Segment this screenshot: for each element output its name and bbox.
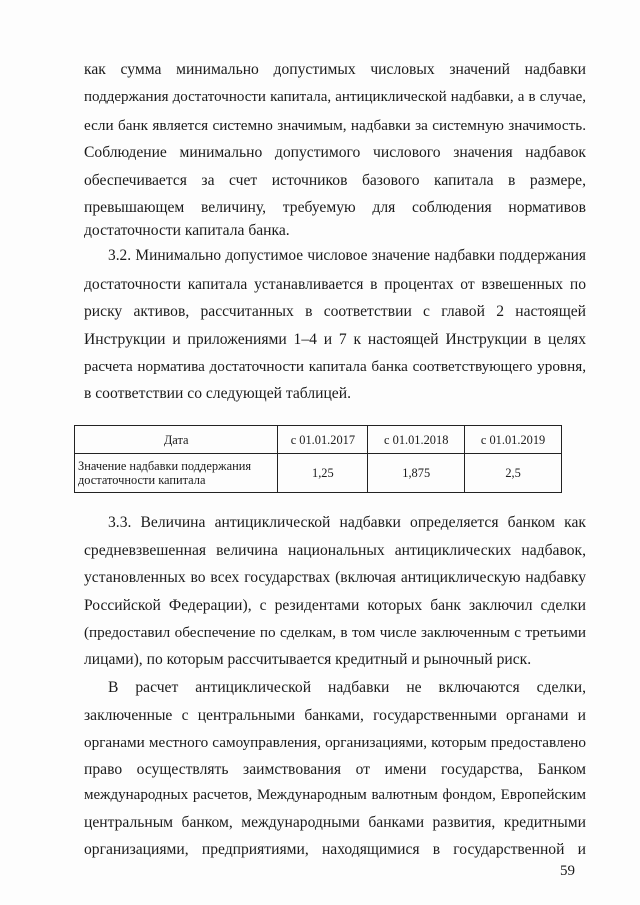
buffer-values-table xyxy=(74,425,562,493)
text-line: Инструкции и приложениями 1–4 и 7 к настоящей Инструкции в целях xyxy=(84,331,586,348)
text-line: организациями, предприятиями, находящимися в государственной и xyxy=(84,841,586,858)
table-row-label: Значение надбавки поддержания достаточности капитала xyxy=(75,454,278,493)
table-header-cell: с 01.01.2017 xyxy=(278,426,368,454)
text-line: как сумма минимально допустимых числовых значений надбавки xyxy=(84,61,586,78)
text-line: лицами), по которым рассчитывается кредитный и рыночный риск. xyxy=(84,651,532,668)
text-line: международных расчетов, Международным валютным фондом, Европейским xyxy=(84,787,586,803)
text-line: достаточности капитала банка. xyxy=(84,222,290,239)
text-line: превышающем величину, требуемую для соблюдения нормативов xyxy=(84,199,586,216)
text-line: В расчет антициклической надбавки не включаются сделки, xyxy=(108,679,586,696)
text-line: достаточности капитала устанавливается в процентах от взвешенных по xyxy=(84,276,586,293)
table-cell: 1,875 xyxy=(368,454,465,493)
text-line: установленных во всех государствах (включая антициклическую надбавку xyxy=(84,569,586,586)
text-line: Соблюдение минимально допустимого числового значения надбавок xyxy=(84,144,586,161)
page-number: 59 xyxy=(560,863,575,879)
text-line: Российской Федерации), с резидентами которых банк заключил сделки xyxy=(84,597,586,614)
table-cell: 2,5 xyxy=(465,454,562,493)
text-line: поддержания достаточности капитала, антициклической надбавки, а в случае, xyxy=(84,89,586,105)
text-line: в соответствии со следующей таблицей. xyxy=(84,385,351,402)
table-header-row xyxy=(75,426,562,454)
table-header-cell: с 01.01.2019 xyxy=(465,426,562,454)
text-line: расчета норматива достаточности капитала банка соответствующего уровня, xyxy=(84,358,586,375)
text-line: 3.2. Минимально допустимое числовое значение надбавки поддержания xyxy=(108,247,586,264)
text-line: 3.3. Величина антициклической надбавки определяется банком как xyxy=(108,514,586,531)
text-line: центральным банком, международными банками развития, кредитными xyxy=(84,814,586,831)
text-line: обеспечивается за счет источников базового капитала в размере, xyxy=(84,172,586,189)
table-row xyxy=(75,454,562,493)
text-line: право осуществлять заимствования от имени государства, Банком xyxy=(84,761,586,778)
text-line: средневзвешенная величина национальных антициклических надбавок, xyxy=(84,542,586,559)
text-line: риску активов, рассчитанных в соответствии с главой 2 настоящей xyxy=(84,303,586,320)
text-line: органами местного самоуправления, организациями, которым предоставлено xyxy=(84,734,586,751)
table-header-cell: с 01.01.2018 xyxy=(368,426,465,454)
table-cell: 1,25 xyxy=(278,454,368,493)
text-line: (предоставил обеспечение по сделкам, в том числе заключенным с третьими xyxy=(84,624,586,641)
table-header-cell: Дата xyxy=(75,426,278,454)
text-line: заключенные с центральными банками, государственными органами и xyxy=(84,707,586,724)
text-line: если банк является системно значимым, надбавки за системную значимость. xyxy=(84,117,586,134)
